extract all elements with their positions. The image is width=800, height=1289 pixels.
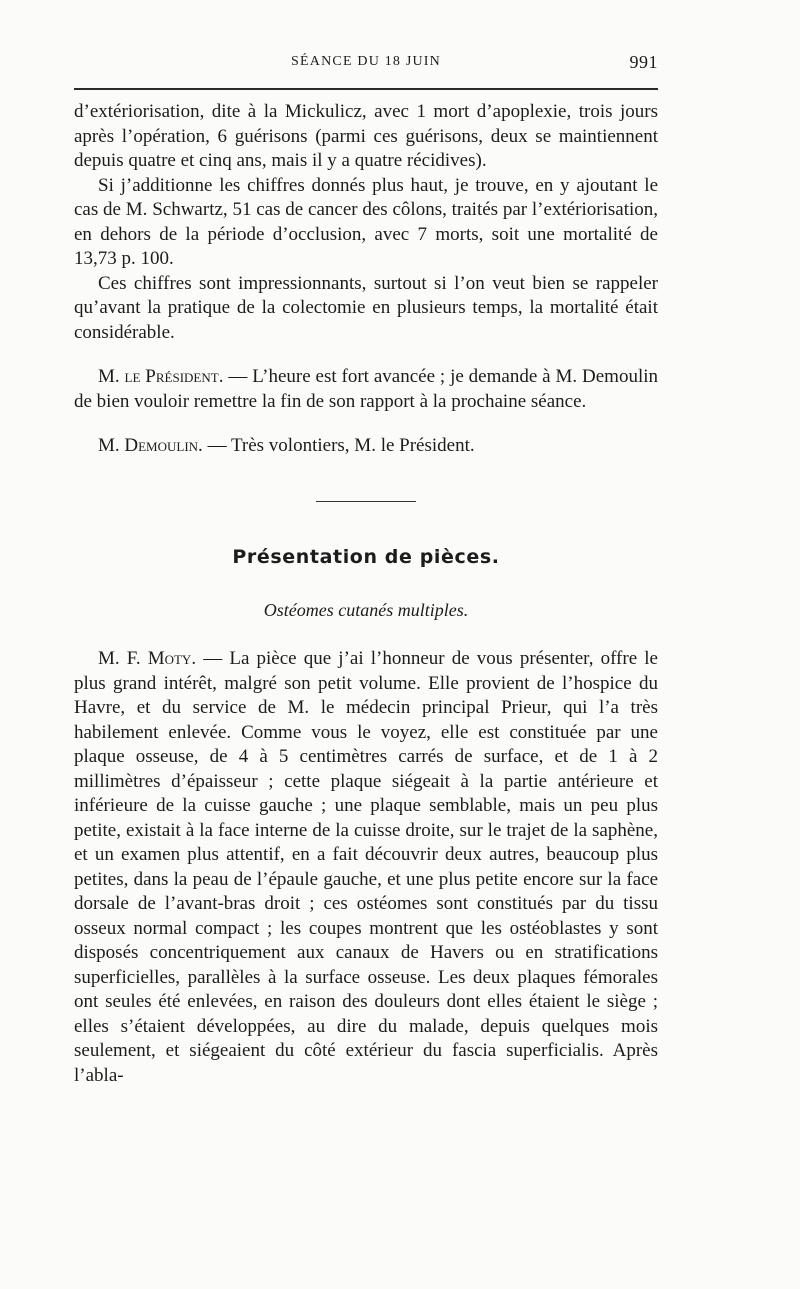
paragraph-conclusion: Ces chiffres sont impressionnants, surtout si l’on veut bien se rappeler qu’avant la pratique de la colectomie en plusieurs temps, la mortalité était considérable. (74, 272, 658, 343)
running-title: SÉANCE DU 18 JUIN (291, 54, 441, 69)
paragraph-continuation: d’extériorisation, dite à la Mickulicz, avec 1 mort d’apoplexie, trois jours après l’opération, 6 guérisons (parmi ces guérisons, deux se maintiennent depuis quatre et cinq ans, mais il y a quatre récidives). (74, 101, 658, 171)
president-text: — L’heure est fort avancée ; je demande à M. Demoulin de bien vouloir remettre la fin de son rapport à la prochaine séance. (74, 366, 659, 412)
moty-presentation (74, 647, 658, 1088)
section-separator (316, 501, 416, 503)
header-rule (74, 88, 658, 90)
moty-text: — La pièce que j’ai l’honneur de vous présenter, offre le plus grand intérêt, malgré son petit volume. Elle provient de l’hospice du Havre, et du service de M. le médecin principal Prieur, qui l’a très habilement enlevée. Comme vous le voyez, elle est constituée par une plaque osseuse, de 4 à 5 centimètres carrés de surface, et de 1 à 2 millimètres d’épaisseur ; cette plaque siégeait à la partie antérieure et inférieure de la cuisse gauche ; une plaque semblable, mais un peu plus petite, existait à la face interne de la cuisse droite, sur le trajet de la saphène, et un examen plus attentif, en a fait découvrir deux autres, beaucoup plus petites, dans la peau de l’épaule gauche, et une plus petite encore sur la face dorsale de l’avant-bras droit ; ces ostéomes sont constitués par du tissu osseux normal compact ; les coupes montrent que les ostéoblastes y sont disposés concentriquement aux canaux de Havers ou en stratifications superficielles, parallèles à la surface osseuse. Les deux plaques fémorales ont seules été enlevées, en raison des douleurs dont elles étaient le siège ; elles s’étaient développées, au dire du malade, depuis quelques mois seulement, et siégeaient du côté extérieur du fascia superficialis. Après l’abla- (74, 648, 658, 1086)
page (74, 52, 658, 1088)
page-number: 991 (629, 52, 658, 72)
page-header (74, 52, 658, 78)
section-title: Présentation de pièces. (232, 546, 500, 568)
demoulin-text: — Très volontiers, M. le Président. (202, 435, 475, 456)
demoulin-reply (74, 434, 658, 459)
speaker-demoulin: M. Demoulin. (98, 435, 203, 456)
section-subtitle: Ostéomes cutanés multiples. (263, 600, 469, 620)
speaker-moty: M. F. Moty. (98, 648, 197, 669)
paragraph-statistics: Si j’additionne les chiffres donnés plus haut, je trouve, en y ajoutant le cas de M. Schwartz, 51 cas de cancer des côlons, traités par l’extériorisation, en dehors de la période d’occlusion, avec 7 morts, soit une mortalité de 13,73 p. 100. (74, 174, 658, 269)
speaker-president: M. le Président. (98, 366, 224, 387)
president-remark (74, 365, 658, 414)
